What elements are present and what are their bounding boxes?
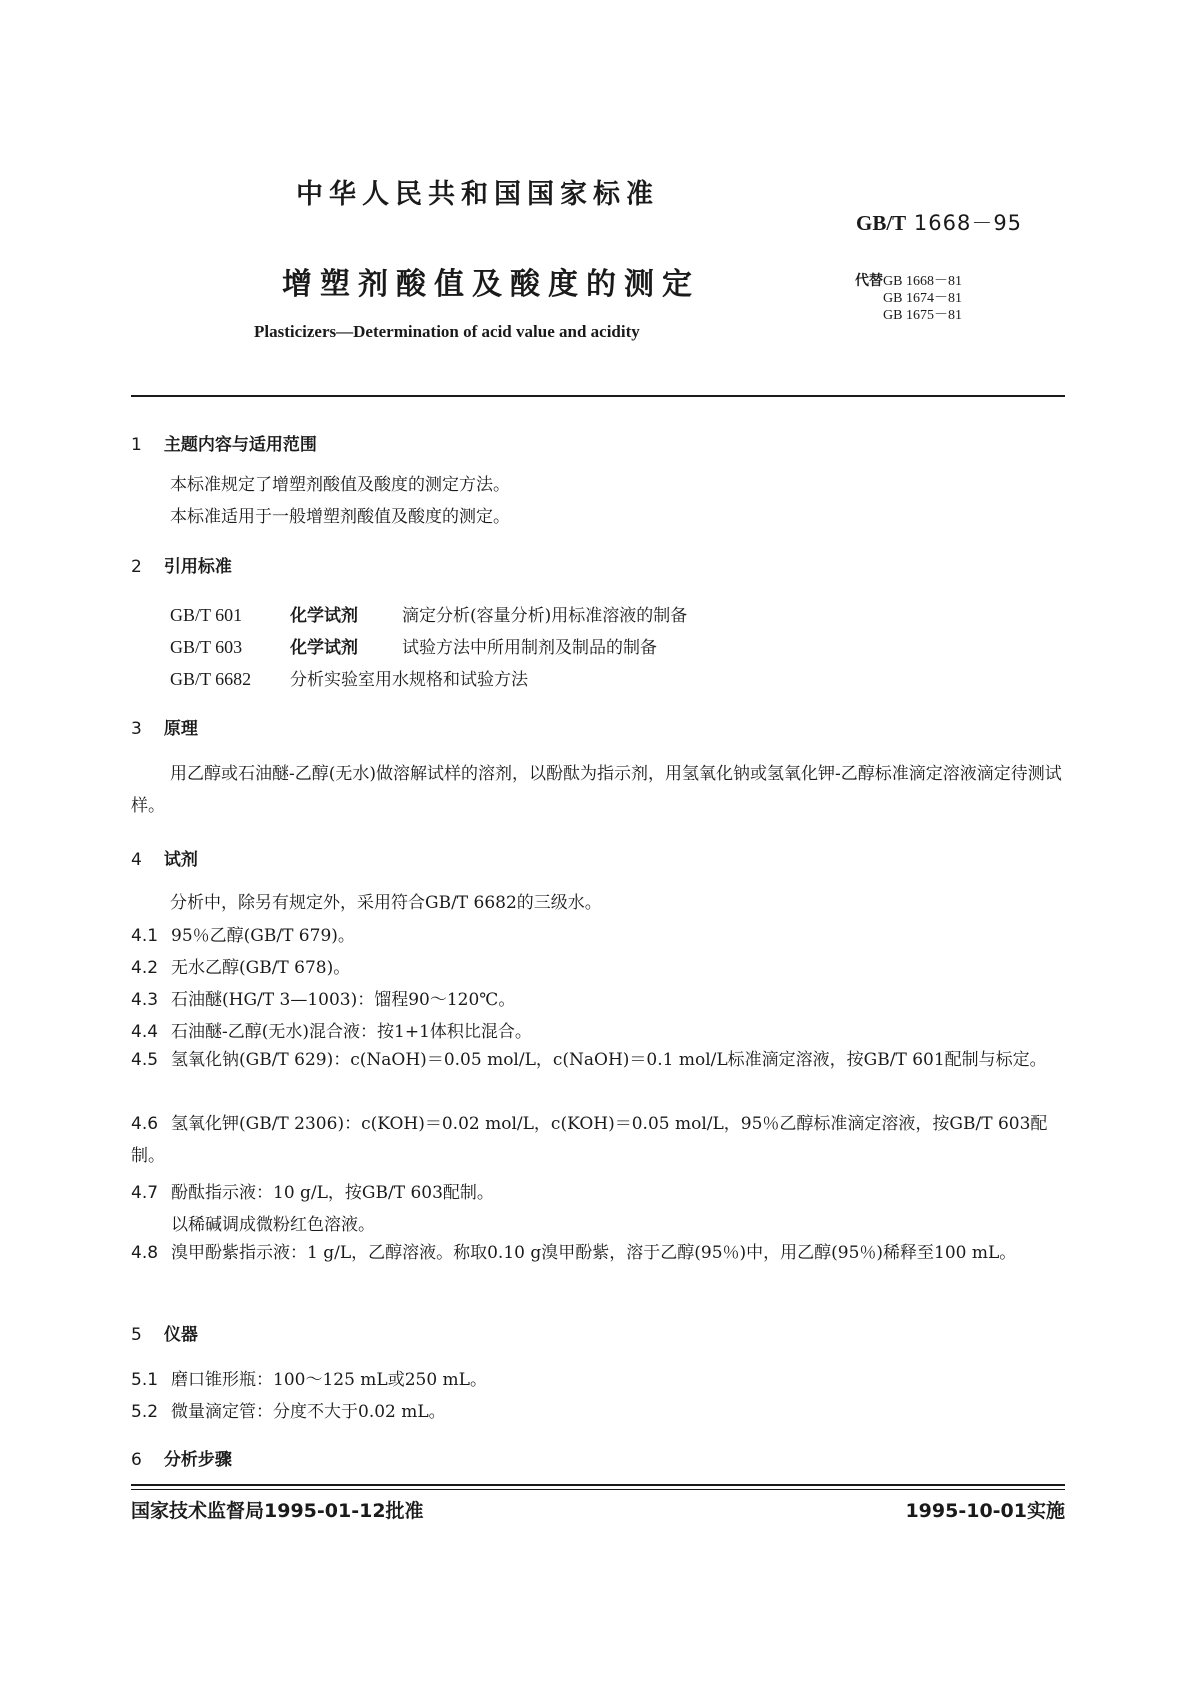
section-number: 4: [131, 850, 142, 870]
effective-date: 1995-10-01实施: [905, 1500, 1065, 1522]
list-item: [131, 1017, 532, 1042]
item-text: 氢氧化钠(GB/T 629)：c(NaOH)＝0.05 mol/L，c(NaOH)＝0.1 mol/L标准滴定溶液，按GB/T 601配制与标定。: [171, 1050, 1047, 1070]
reference-item: [170, 601, 687, 626]
replaces-item: GB 1668－81: [883, 274, 962, 289]
header-rule: [131, 395, 1065, 397]
list-item: [131, 985, 515, 1010]
section-number: 5: [131, 1325, 142, 1345]
item-number: 4.2: [131, 958, 159, 978]
national-standard-heading: 中华人民共和国国家标准: [296, 179, 659, 210]
reference-category: 化学试剂: [290, 638, 358, 658]
item-number: 4.8: [131, 1243, 159, 1263]
list-item: [131, 1237, 1065, 1269]
list-item: [131, 1044, 1065, 1076]
item-text: 石油醚(HG/T 3—1003)：馏程90～120℃。: [171, 990, 516, 1010]
footer-rule-thin: [131, 1489, 1065, 1490]
approval-date: 国家技术监督局1995-01-12批准: [131, 1500, 424, 1522]
replaces-item: GB 1674－81: [883, 291, 962, 306]
section-heading: [131, 430, 317, 455]
section-heading: [131, 1445, 232, 1470]
reference-title: 试验方法中所用制剂及制品的制备: [402, 638, 657, 658]
section-heading: [131, 1320, 198, 1345]
item-number: 5.1: [131, 1370, 159, 1390]
section-title: 引用标准: [163, 557, 232, 577]
list-item: [131, 953, 350, 978]
item-text: 以稀碱调成微粉红色溶液。: [171, 1215, 375, 1235]
list-item: [131, 1210, 375, 1235]
section-title: 仪器: [163, 1325, 198, 1345]
section-heading: [131, 714, 198, 739]
replaces-label: 代替: [855, 273, 883, 289]
item-number: 5.2: [131, 1402, 159, 1422]
section-number: 2: [131, 557, 142, 577]
paragraph: 本标准规定了增塑剂酸值及酸度的测定方法。: [170, 475, 510, 495]
standard-number: [856, 207, 1022, 237]
reference-title: 滴定分析(容量分析)用标准溶液的制备: [402, 606, 688, 626]
paragraph: 用乙醇或石油醚-乙醇(无水)做溶解试样的溶剂，以酚酞为指示剂，用氢氧化钠或氢氧化钾-乙醇标准滴定溶液滴定待测试样。: [131, 764, 1062, 816]
section-number: 3: [131, 719, 142, 739]
item-text: 微量滴定管：分度不大于0.02 mL。: [171, 1402, 446, 1422]
item-text: 无水乙醇(GB/T 678)。: [171, 958, 351, 978]
item-number: 4.7: [131, 1183, 159, 1203]
section-heading: [131, 552, 232, 577]
section-title: 主题内容与适用范围: [163, 435, 317, 455]
paragraph: 本标准适用于一般增塑剂酸值及酸度的测定。: [170, 507, 510, 527]
document-title-cn: 增塑剂酸值及酸度的测定: [282, 267, 700, 302]
item-number: 4.4: [131, 1022, 159, 1042]
list-item: [131, 921, 355, 946]
item-text: 磨口锥形瓶：100～125 mL或250 mL。: [171, 1370, 487, 1390]
reference-item: [170, 633, 657, 658]
section-title: 原理: [163, 719, 198, 739]
list-item: [131, 1178, 494, 1203]
section-title: 分析步骤: [163, 1450, 232, 1470]
section-heading: [131, 845, 198, 870]
item-number: 4.3: [131, 990, 159, 1010]
footer-rule: [131, 1484, 1065, 1486]
replaces-item: GB 1675－81: [883, 308, 962, 323]
list-item: [131, 1365, 487, 1390]
standard-code: 1668－95: [913, 211, 1023, 235]
section-number: 6: [131, 1450, 142, 1470]
list-item: [131, 1397, 446, 1422]
item-text: 溴甲酚紫指示液：1 g/L，乙醇溶液。称取0.10 g溴甲酚紫，溶于乙醇(95％)中，用乙醇(95％)稀释至100 mL。: [171, 1243, 1017, 1263]
item-text: 石油醚-乙醇(无水)混合液：按1+1体积比混合。: [171, 1022, 532, 1042]
section-number: 1: [131, 435, 142, 455]
paragraph: 分析中，除另有规定外，采用符合GB/T 6682的三级水。: [170, 893, 602, 913]
reference-category: 化学试剂: [290, 606, 358, 626]
reference-title: 分析实验室用水规格和试验方法: [290, 670, 528, 690]
reference-code: GB/T 6682: [170, 669, 252, 689]
item-number: 4.1: [131, 926, 159, 946]
section-title: 试剂: [163, 850, 198, 870]
item-text: 酚酞指示液：10 g/L，按GB/T 603配制。: [171, 1183, 494, 1203]
replaces-block: [855, 273, 962, 324]
item-text: 氢氧化钾(GB/T 2306)：c(KOH)＝0.02 mol/L，c(KOH)＝0.05 mol/L，95％乙醇标准滴定溶液，按GB/T 603配制。: [131, 1114, 1048, 1166]
standard-prefix: GB/T: [856, 211, 907, 235]
item-text: 95％乙醇(GB/T 679)。: [171, 926, 355, 946]
reference-code: GB/T 603: [170, 637, 243, 657]
list-item: [131, 1108, 1065, 1172]
item-number: 4.5: [131, 1050, 159, 1070]
reference-code: GB/T 601: [170, 605, 243, 625]
document-title-en: Plasticizers—Determination of acid value and acidity: [254, 322, 640, 341]
item-number: 4.6: [131, 1114, 159, 1134]
reference-item: [170, 665, 528, 690]
